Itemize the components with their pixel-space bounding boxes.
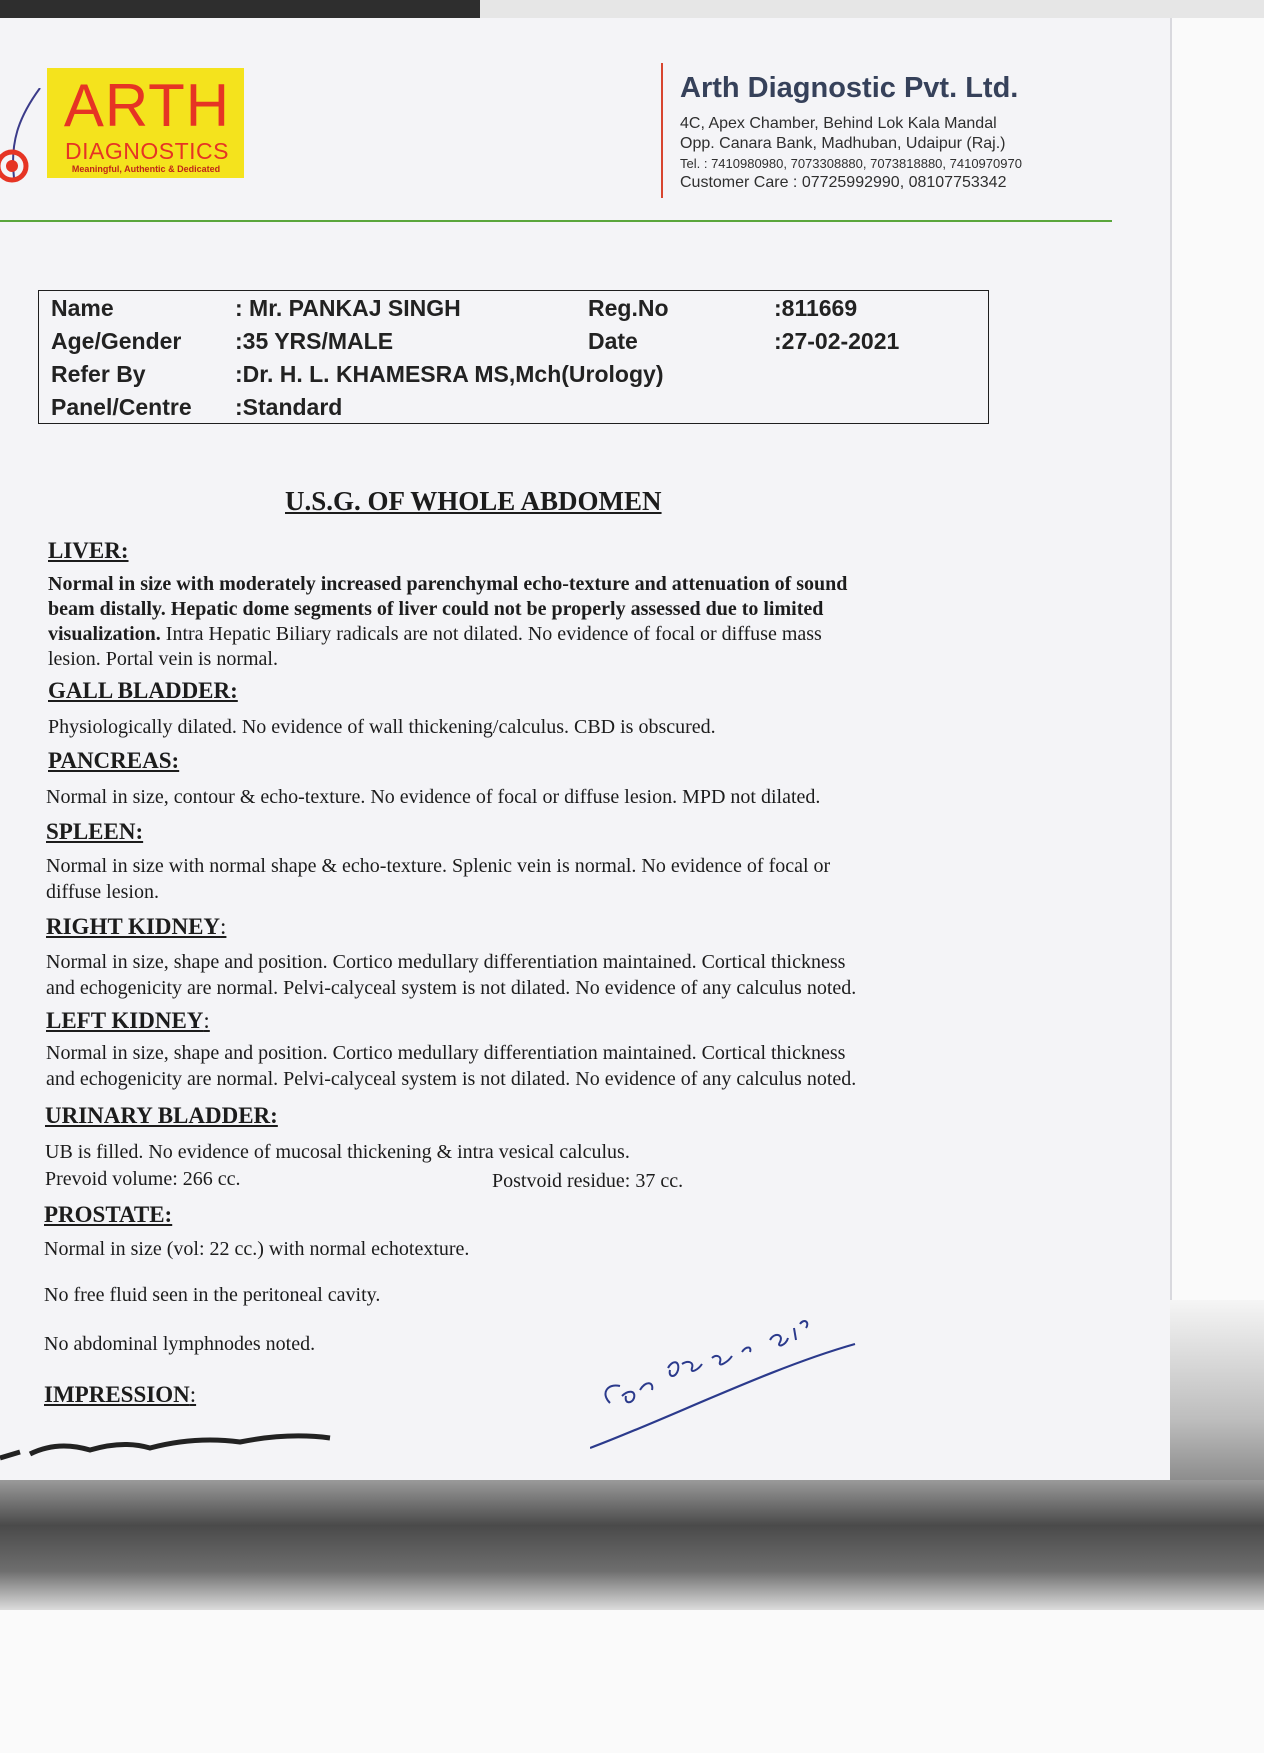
liver-line-4: lesion. Portal vein is normal. <box>48 648 278 670</box>
gall-bladder-heading: GALL BLADDER: <box>48 678 238 703</box>
header-rule <box>0 220 1112 222</box>
reg-label: Reg.No <box>588 295 669 321</box>
left-kidney-colon: : <box>203 1008 210 1033</box>
logo-swirl-icon <box>0 88 46 188</box>
liver-line-2: beam distally. Hepatic dome segments of liver could not be properly assessed due to limited <box>48 598 824 620</box>
right-kidney-line-2: and echogenicity are normal. Pelvi-calyceal system is not dilated. No evidence of any calculus noted. <box>46 977 857 999</box>
handwritten-signature <box>590 1308 860 1458</box>
right-kidney-heading-text: RIGHT KIDNEY <box>46 914 221 939</box>
header-divider <box>661 63 663 198</box>
address-line-1: 4C, Apex Chamber, Behind Lok Kala Mandal <box>680 115 997 132</box>
spleen-line-1: Normal in size with normal shape & echo-texture. Splenic vein is normal. No evidence of focal or <box>46 855 831 877</box>
date-label: Date <box>588 328 638 354</box>
pancreas-heading: PANCREAS: <box>48 748 180 773</box>
panel-value: :Standard <box>235 394 343 420</box>
lymph-node-note: No abdominal lymphnodes noted. <box>44 1333 316 1355</box>
pancreas-text: Normal in size, contour & echo-texture. No evidence of focal or diffuse lesion. MPD not dilated. <box>46 786 821 808</box>
prostate-heading: PROSTATE: <box>44 1202 173 1227</box>
left-kidney-heading-text: LEFT KIDNEY <box>46 1008 204 1033</box>
logo-subtitle: DIAGNOSTICS <box>65 138 229 164</box>
urinary-bladder-heading: URINARY BLADDER: <box>45 1103 278 1128</box>
urinary-bladder-line-1: UB is filled. No evidence of mucosal thickening & intra vesical calculus. <box>45 1141 630 1163</box>
address-line-2: Opp. Canara Bank, Madhuban, Udaipur (Raj.) <box>680 135 1006 152</box>
liver-line-1: Normal in size with moderately increased parenchymal echo-texture and attenuation of sound <box>48 573 848 595</box>
right-kidney-line-1: Normal in size, shape and position. Cortico medullary differentiation maintained. Cortical thickness <box>46 951 846 973</box>
liver-line-3-bold: visualization. <box>48 623 161 645</box>
right-kidney-heading <box>46 914 226 940</box>
left-kidney-line-1: Normal in size, shape and position. Cortico medullary differentiation maintained. Cortical thickness <box>46 1042 846 1064</box>
reg-value: :811669 <box>774 295 858 321</box>
spleen-heading: SPLEEN: <box>46 819 144 844</box>
prevoid-volume: Prevoid volume: 266 cc. <box>45 1168 241 1190</box>
impression-heading <box>44 1382 196 1408</box>
left-kidney-line-2: and echogenicity are normal. Pelvi-calyceal system is not dilated. No evidence of any calculus noted. <box>46 1068 857 1090</box>
right-kidney-colon: : <box>220 914 227 939</box>
refer-value: :Dr. H. L. KHAMESRA MS,Mch(Urology) <box>235 361 664 387</box>
postvoid-residue: Postvoid residue: 37 cc. <box>492 1170 684 1192</box>
refer-label: Refer By <box>51 361 146 387</box>
name-label: Name <box>51 295 114 321</box>
liver-line-3-rest: Intra Hepatic Biliary radicals are not dilated. No evidence of focal or diffuse mass <box>160 623 822 645</box>
panel-label: Panel/Centre <box>51 394 192 420</box>
impression-colon: : <box>189 1382 197 1407</box>
logo-tagline: Meaningful, Authentic & Dedicated <box>71 164 221 174</box>
liver-heading: LIVER: <box>48 538 129 563</box>
gall-bladder-text: Physiologically dilated. No evidence of wall thickening/calculus. CBD is obscured. <box>48 716 716 738</box>
name-value: : Mr. PANKAJ SINGH <box>235 295 461 321</box>
phone-line: Tel. : 7410980980, 7073308880, 7073818880, 7410970970 <box>680 156 1022 171</box>
report-title: U.S.G. OF WHOLE ABDOMEN <box>285 486 662 516</box>
scan-top-edge-light <box>480 0 1264 18</box>
logo-word: ARTH <box>63 72 231 139</box>
date-value: :27-02-2021 <box>774 328 900 354</box>
age-label: Age/Gender <box>51 328 182 354</box>
spleen-line-2: diffuse lesion. <box>46 881 159 903</box>
redacted-scribble <box>0 1430 360 1470</box>
impression-heading-text: IMPRESSION <box>44 1382 190 1407</box>
left-kidney-heading <box>46 1008 210 1034</box>
prostate-text: Normal in size (vol: 22 cc.) with normal echotexture. <box>44 1238 470 1260</box>
scan-shadow-bottom <box>0 1480 1264 1610</box>
free-fluid-note: No free fluid seen in the peritoneal cavity. <box>44 1284 381 1306</box>
age-value: :35 YRS/MALE <box>235 328 394 354</box>
customer-care-line: Customer Care : 07725992990, 08107753342 <box>680 174 1007 191</box>
patient-details-table <box>38 290 989 424</box>
scan-shadow-right <box>1170 1300 1264 1500</box>
company-logo <box>47 68 244 178</box>
company-name: Arth Diagnostic Pvt. Ltd. <box>680 72 1019 104</box>
report-page <box>0 18 1172 1498</box>
liver-line-3 <box>48 622 822 646</box>
